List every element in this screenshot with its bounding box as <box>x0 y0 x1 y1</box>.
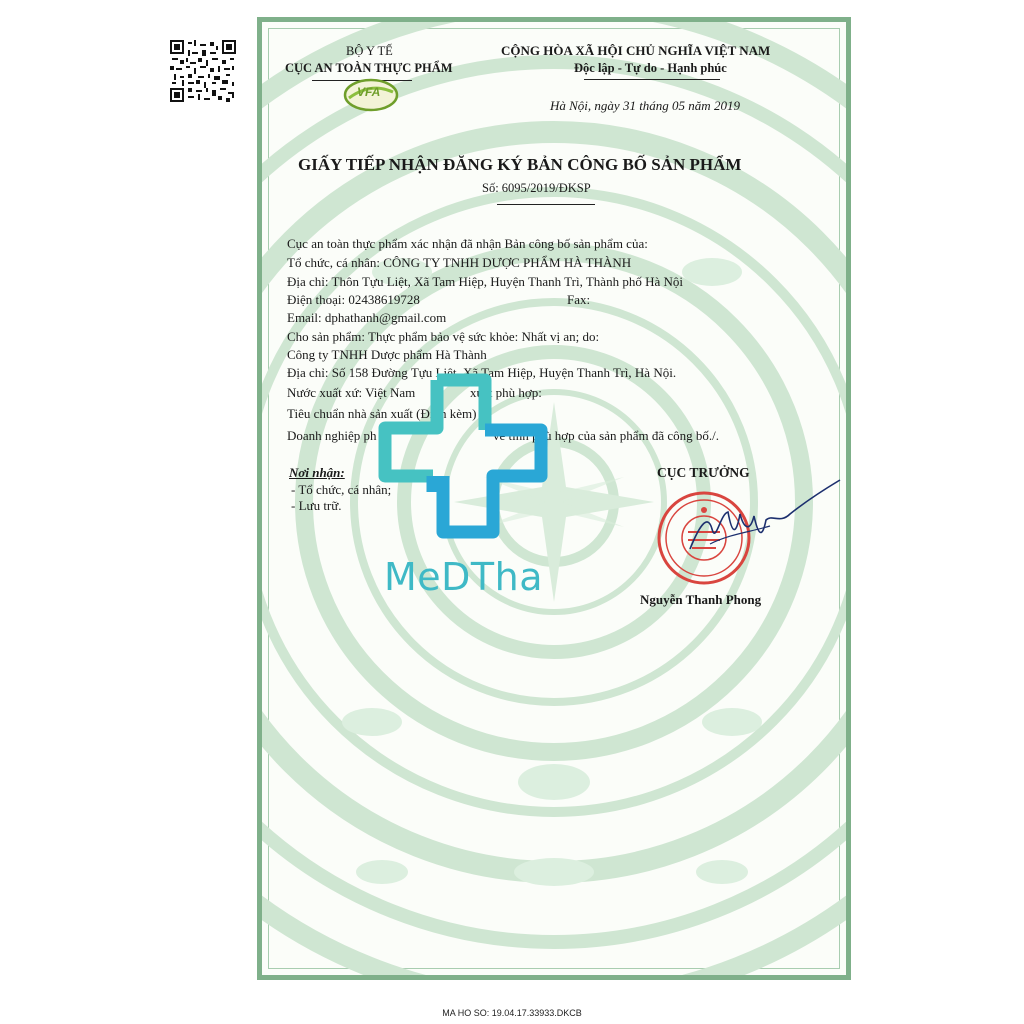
issue-date: Hà Nội, ngày 31 tháng 05 năm 2019 <box>550 98 740 113</box>
origin-tail: xuất phù hợp: <box>470 385 542 400</box>
standard-line: Tiêu chuẩn nhà sản xuất (Đính kèm) <box>287 406 477 421</box>
recipient-item-1: - Tổ chức, cá nhân; <box>291 482 392 497</box>
agency-name: CỤC AN TOÀN THỰC PHẨM <box>285 61 453 75</box>
ministry-name: BỘ Y TẾ <box>346 44 393 58</box>
signer-name: Nguyễn Thanh Phong <box>640 592 762 607</box>
motto-underline <box>584 79 720 80</box>
intro-line: Cục an toàn thực phẩm xác nhận đã nhận Bản công bố sản phẩm của: <box>287 236 648 251</box>
dossier-code: MA HO SO: 19.04.17.33933.DKCB <box>442 1008 582 1018</box>
organization-line: Tổ chức, cá nhân: CÔNG TY TNHH DƯỢC PHẨM HÀ THÀNH <box>287 255 632 270</box>
number-underline <box>497 204 595 205</box>
manufacturer-line: Công ty TNHH Dược phẩm Hà Thành <box>287 347 487 362</box>
document-title: GIẤY TIẾP NHẬN ĐĂNG KÝ BẢN CÔNG BỐ SẢN PHẨM <box>298 155 742 174</box>
phone-line: Điện thoại: 02438619728 <box>287 292 420 307</box>
vfa-logo-text: VFA <box>357 85 381 99</box>
responsibility-line-end: về tính phù hợp của sản phẩm đã công bố./. <box>493 428 720 443</box>
motto: Độc lập - Tự do - Hạnh phúc <box>574 61 727 75</box>
medtha-cross-logo <box>375 372 555 542</box>
fax-label: Fax: <box>567 292 591 307</box>
handwritten-signature <box>680 474 845 574</box>
qr-code <box>170 40 236 102</box>
signer-title: CỤC TRƯỞNG <box>657 465 750 480</box>
product-line: Cho sản phẩm: Thực phẩm bảo vệ sức khỏe: Nhất vị an; do: <box>287 329 600 344</box>
recipients-label: Nơi nhận: <box>289 465 345 480</box>
manufacturer-address-line: Địa chỉ: Số 158 Đường Tựu Liệt, Xã Tam Hiệp, Huyện Thanh Trì, Hà Nội. <box>287 365 677 380</box>
address-line: Địa chỉ: Thôn Tựu Liệt, Xã Tam Hiệp, Huyện Thanh Trì, Thành phố Hà Nội <box>287 274 683 289</box>
document-number: Số: 6095/2019/ĐKSP <box>482 181 591 195</box>
recipient-item-2: - Lưu trữ. <box>291 498 342 513</box>
medtha-brand-text: MeDTha <box>384 555 544 599</box>
origin-line: Nước xuất xứ: Việt Nam <box>287 385 416 400</box>
responsibility-line-start: Doanh nghiệp ph <box>287 428 377 443</box>
email-line: Email: dphathanh@gmail.com <box>287 310 447 325</box>
country-name: CỘNG HÒA XÃ HỘI CHỦ NGHĨA VIỆT NAM <box>501 43 771 58</box>
